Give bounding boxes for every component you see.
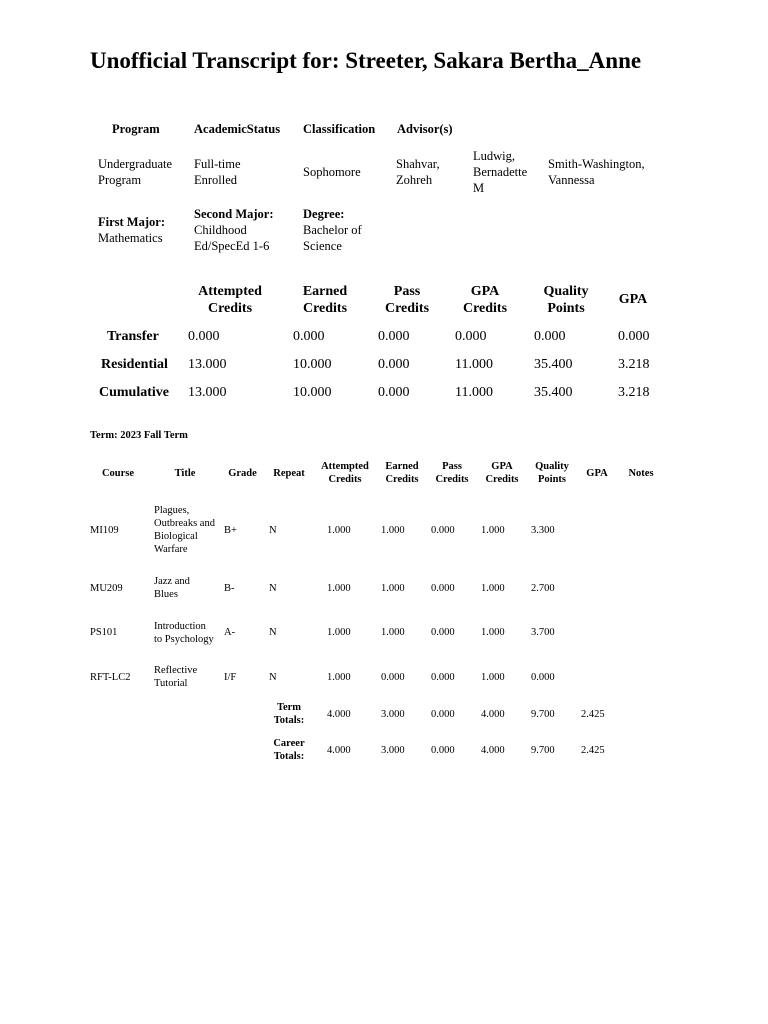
col-grade: Grade [228,467,257,479]
course-grade: A- [224,627,236,638]
academic-status-value: Full-time Enrolled [194,157,241,187]
second-major-value: Childhood Ed/SpecEd 1-6 [194,223,270,253]
summary-cell: 0.000 [293,329,325,344]
term-totals-gpa-credits: 4.000 [481,708,505,720]
summary-cell: 3.218 [618,385,650,400]
career-totals-gpa-credits: 4.000 [481,744,505,756]
summary-cell: 35.400 [534,357,573,372]
course-title: Jazz and Blues [154,576,190,600]
course-code: RFT-LC2 [90,671,131,683]
career-totals-label: Career Totals: [273,738,305,762]
page-title: Unofficial Transcript for: Streeter, Sakara Bertha_Anne [90,48,642,73]
summary-cell: 0.000 [378,385,410,400]
degree-value: Bachelor of Science [303,223,362,253]
term-totals-quality-points: 9.700 [531,708,555,720]
course-table-header [86,455,665,491]
course-title: Plagues, Outbreaks and Biological Warfare [154,505,215,555]
course-repeat: N [269,671,277,683]
course-gpa-credits: 1.000 [481,524,505,536]
second-major-label: Second Major: [194,207,274,221]
course-quality-points: 3.300 [531,524,555,536]
summary-cell: 11.000 [455,357,493,372]
career-totals-row [86,732,665,768]
course-quality-points: 2.700 [531,582,555,594]
course-repeat: N [269,627,277,638]
course-code: MI109 [90,524,119,536]
course-gpa-credits: 1.000 [481,627,505,638]
summary-cell: 13.000 [188,385,227,400]
course-grade: B+ [224,524,237,536]
advisor-3: Smith-Washington, Vannessa [548,157,645,187]
first-major-label: First Major: [98,215,165,229]
term-totals-earned: 3.000 [381,708,405,720]
course-quality-points: 3.700 [531,627,555,638]
advisor-2: Ludwig, Bernadette M [473,149,528,195]
program-header: Program [112,122,160,136]
sum-gpa-credits-header: GPA Credits [462,284,508,316]
col-quality-points: Quality Points [535,461,569,485]
term-totals-row [86,696,665,732]
course-earned: 1.000 [381,524,405,536]
summary-cell: 3.218 [618,357,650,372]
term-totals-pass: 0.000 [431,708,455,720]
career-totals-earned: 3.000 [381,744,405,756]
col-course: Course [101,467,135,479]
course-pass: 0.000 [431,671,455,683]
degree-block [303,206,383,254]
course-quality-points: 0.000 [531,671,555,683]
course-table [86,455,665,768]
course-pass: 0.000 [431,627,455,638]
course-repeat: N [269,582,277,594]
summary-cell: 11.000 [455,385,493,400]
sum-attempted-header: Attempted Credits [198,284,262,316]
term-totals-label: Term Totals: [273,702,305,726]
table-row [86,569,665,607]
course-grade: I/F [224,671,237,683]
course-repeat: N [269,524,277,536]
col-gpa: GPA [586,467,608,479]
course-title: Introduction to Psychology [154,620,214,645]
career-totals-attempted: 4.000 [327,744,351,756]
summary-cell: 0.000 [534,329,566,344]
summary-cell: 0.000 [618,329,650,344]
course-earned: 1.000 [381,627,405,638]
sum-pass-header: Pass Credits [384,284,430,316]
col-gpa-credits: GPA Credits [485,461,519,485]
career-totals-pass: 0.000 [431,744,455,756]
course-earned: 1.000 [381,582,405,594]
course-attempted: 1.000 [327,524,351,536]
term-label: Term: 2023 Fall Term [90,430,188,441]
summary-cell: 10.000 [293,385,332,400]
sum-earned-header: Earned Credits [302,284,348,316]
summary-row-label: Residential [101,357,168,372]
course-earned: 0.000 [381,671,405,683]
course-attempted: 1.000 [327,627,351,638]
degree-label: Degree: [303,207,345,221]
table-row [86,658,665,696]
term-totals-attempted: 4.000 [327,708,351,720]
table-row [86,607,665,658]
course-attempted: 1.000 [327,671,351,683]
first-major-block [98,214,188,246]
course-code: PS101 [90,627,118,638]
course-title: Reflective Tutorial [154,665,198,689]
summary-row-label: Cumulative [99,385,169,400]
col-notes: Notes [628,467,654,479]
course-pass: 0.000 [431,524,455,536]
sum-quality-points-header: Quality Points [543,284,589,316]
summary-cell: 0.000 [378,357,410,372]
course-code: MU209 [90,582,123,594]
course-attempted: 1.000 [327,582,351,594]
second-major-block [194,206,290,254]
summary-cell: 13.000 [188,357,227,372]
summary-cell: 10.000 [293,357,332,372]
advisor-1: Shahvar, Zohreh [396,157,440,187]
career-totals-quality-points: 9.700 [531,744,555,756]
career-totals-gpa: 2.425 [581,744,605,756]
summary-cell: 35.400 [534,385,573,400]
sum-gpa-header: GPA [618,292,648,307]
academic-status-header: AcademicStatus [194,122,281,136]
course-pass: 0.000 [431,582,455,594]
col-attempted-credits: Attempted Credits [321,461,369,485]
summary-cell: 0.000 [455,329,487,344]
col-repeat: Repeat [273,467,305,479]
col-title: Title [174,467,196,479]
summary-row-label: Transfer [107,329,159,344]
course-gpa-credits: 1.000 [481,582,505,594]
summary-cell: 0.000 [378,329,410,344]
classification-value: Sophomore [303,165,361,179]
program-value: Undergraduate Program [98,157,173,187]
summary-cell: 0.000 [188,329,220,344]
term-totals-gpa: 2.425 [581,708,605,720]
col-earned-credits: Earned Credits [385,461,419,485]
col-pass-credits: Pass Credits [435,461,469,485]
course-gpa-credits: 1.000 [481,671,505,683]
classification-header: Classification [303,122,376,136]
advisors-header: Advisor(s) [397,122,453,136]
first-major-value: Mathematics [98,231,163,245]
course-grade: B- [224,582,235,594]
table-row [86,491,665,569]
